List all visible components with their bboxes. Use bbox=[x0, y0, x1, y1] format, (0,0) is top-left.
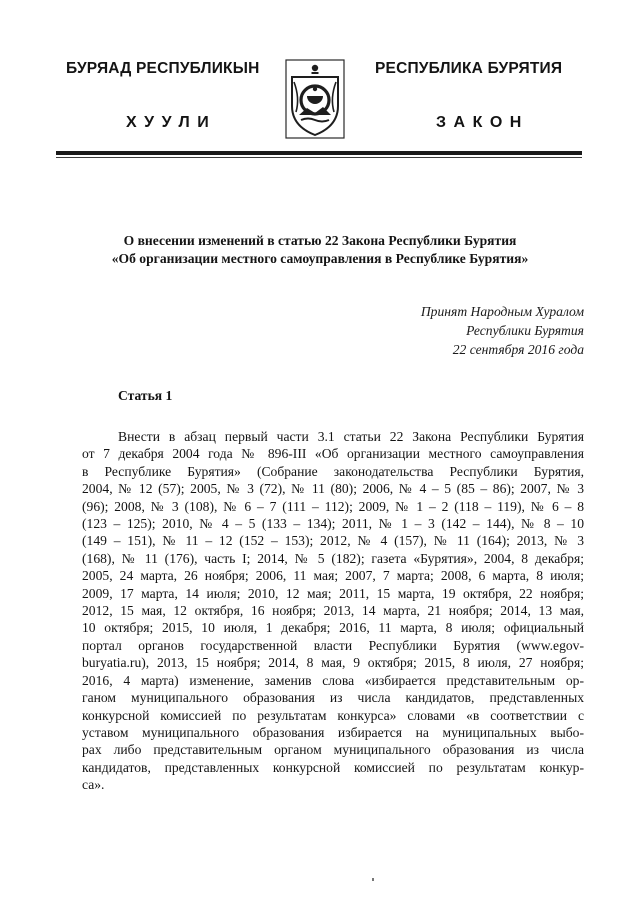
document-title bbox=[60, 232, 580, 268]
body-line: кандидатов, представленных конкурсной комиссией по результатам конкур- bbox=[82, 759, 584, 775]
adoption-line: Республики Бурятия bbox=[466, 323, 584, 338]
article-heading: Статья 1 bbox=[118, 388, 173, 403]
adoption-note bbox=[330, 302, 584, 359]
body-line: 2016, 4 марта) изменение, заменив слова «избирается представительным ор- bbox=[82, 672, 584, 688]
body-line: (168), № 11 (176), часть I; 2014, № 5 (182); газета «Бурятия», 2004, 8 декабря; bbox=[82, 550, 584, 566]
body-line: (149 – 151), № 11 – 12 (152 – 153); 2012, № 4 (157), № 11 (164); 2013, № 3 bbox=[82, 533, 584, 549]
body-line: 2012, 15 мая, 12 октября, 16 ноября; 2013, 14 марта, 21 ноября; 2014, 13 мая, bbox=[82, 603, 584, 619]
body-line: уставом муниципального образования избирается на муниципальных выбо- bbox=[82, 724, 584, 740]
coat-of-arms-icon bbox=[283, 58, 347, 140]
body-line: портал органов государственной власти Республики Бурятия (www.egov- bbox=[82, 637, 584, 653]
body-line: в Республике Бурятия» (Собрание законодательства Республики Бурятия, bbox=[82, 463, 584, 479]
document-title-line: О внесении изменений в статью 22 Закона Республики Бурятия bbox=[123, 233, 517, 248]
header-divider-thick bbox=[56, 151, 582, 155]
adoption-line: 22 сентября 2016 года bbox=[452, 342, 584, 357]
body-line: (123 – 125); 2010, № 4 – 5 (133 – 134); 2011, № 1 – 3 (142 – 144), № 8 – 10 bbox=[82, 516, 584, 532]
header-divider-thin bbox=[56, 157, 582, 158]
body-line: 2004, № 12 (57); 2005, № 3 (72), № 11 (80); 2006, № 4 – 5 (85 – 86); 2007, № 3 bbox=[82, 481, 584, 497]
body-line: Внести в абзац первый части 3.1 статьи 22 Закона Республики Бурятия bbox=[118, 429, 584, 444]
article-body bbox=[82, 428, 584, 794]
body-line: конкурсной комиссией по результатам конкурса» словами «в соответствии с bbox=[82, 707, 584, 723]
body-line: (96); 2008, № 3 (108), № 6 – 7 (111 – 112); 2009, № 1 – 2 (118 – 119), № 6 – 8 bbox=[82, 498, 584, 514]
header-right-title: РЕСПУБЛИКА БУРЯТИЯ bbox=[375, 60, 563, 77]
header-right-word: ЗАКОН bbox=[436, 114, 529, 131]
coat-of-arms-icon-svg bbox=[283, 58, 347, 140]
body-line: buryatia.ru), 2013, 15 ноября; 2014, 8 мая, 9 октября; 2015, 8 июля, 27 ноября; bbox=[82, 655, 584, 671]
body-line: 2009, 17 марта, 14 июля; 2010, 12 мая; 2011, 15 марта, 19 октября, 22 ноября; bbox=[82, 585, 584, 601]
body-line: са». bbox=[82, 777, 105, 793]
body-line: ганом муниципального образования из числа кандидатов, представленных bbox=[82, 690, 584, 706]
body-line: рах либо представительным органом муниципального образования из числа bbox=[82, 742, 584, 758]
scan-speck bbox=[372, 878, 374, 881]
document-title-line: «Об организации местного самоуправления в Республике Бурятия» bbox=[111, 251, 529, 266]
header-left-title: БУРЯАД РЕСПУБЛИКЫН bbox=[66, 60, 260, 77]
body-line: 2005, 24 марта, 26 ноября; 2006, 11 мая; 2007, 7 марта; 2008, 6 марта, 8 июля; bbox=[82, 568, 584, 584]
body-line: от 7 декабря 2004 года № 896-III «Об организации местного самоуправления bbox=[82, 446, 584, 462]
body-line: 10 октября; 2015, 10 июля, 1 декабря; 2016, 11 марта, 8 июля; официальный bbox=[82, 620, 584, 636]
header-left-word: ХУУЛИ bbox=[126, 114, 217, 131]
adoption-line: Принят Народным Хуралом bbox=[420, 304, 584, 319]
